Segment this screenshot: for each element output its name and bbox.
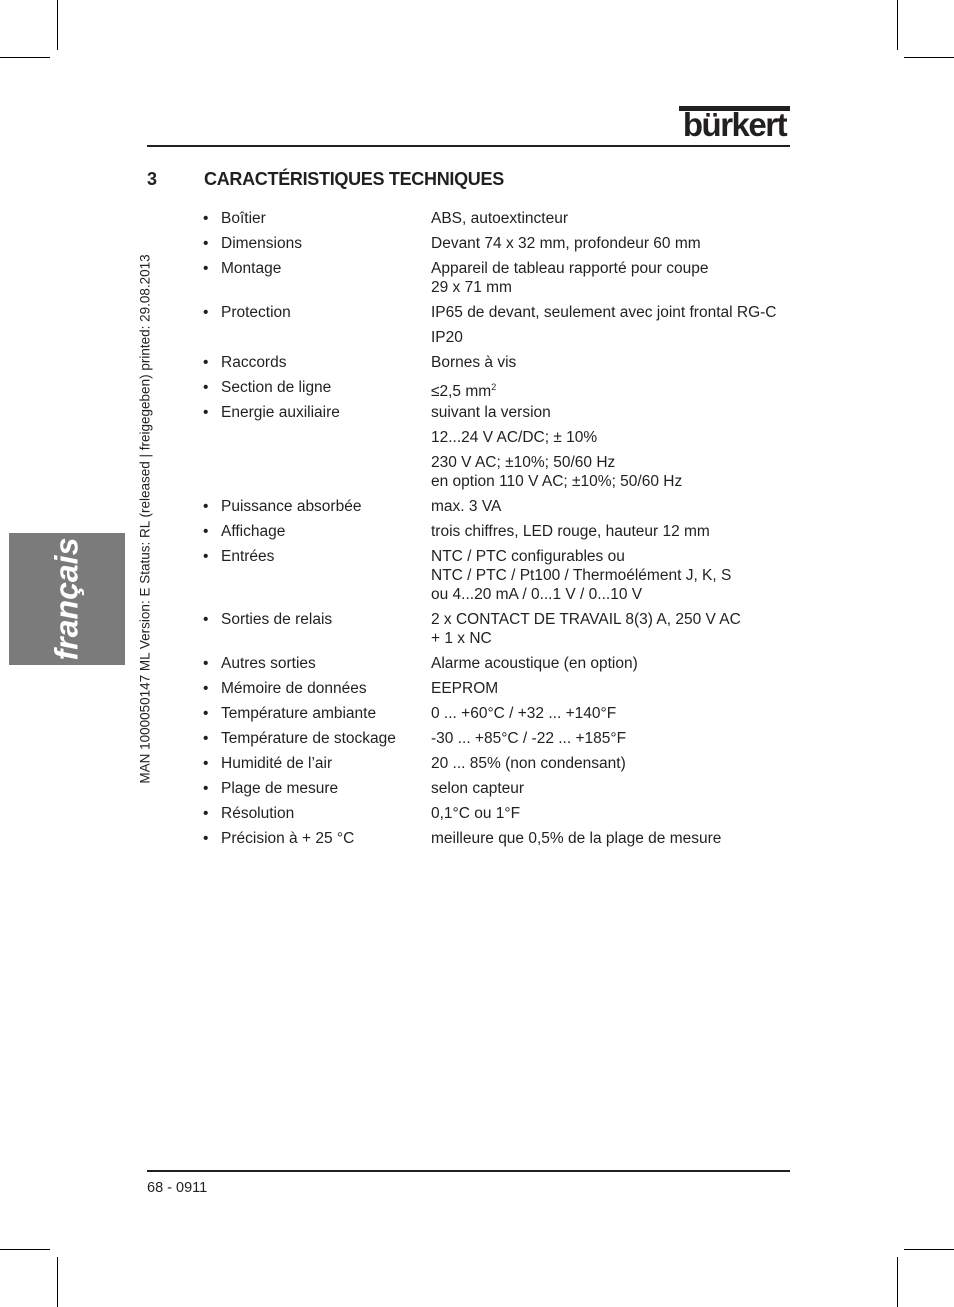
spec-value: ABS, autoextincteur xyxy=(431,210,568,227)
spec-value: NTC / PTC configurables ou xyxy=(431,548,625,565)
spec-value: IP20 xyxy=(431,329,463,346)
bullet: • xyxy=(203,498,209,515)
spec-value: Alarme acoustique (en option) xyxy=(431,655,638,672)
spec-value: 0 ... +60°C / +32 ... +140°F xyxy=(431,705,617,722)
spec-label: Dimensions xyxy=(221,235,302,252)
spec-label: Mémoire de données xyxy=(221,680,367,697)
bullet: • xyxy=(203,805,209,822)
spec-value: meilleure que 0,5% de la plage de mesure xyxy=(431,830,722,847)
spec-value: en option 110 V AC; ±10%; 50/60 Hz xyxy=(431,473,683,490)
bullet: • xyxy=(203,830,209,847)
bullet: • xyxy=(203,705,209,722)
spec-value xyxy=(431,378,496,401)
spec-value: max. 3 VA xyxy=(431,498,502,515)
footer-rule xyxy=(147,1170,790,1172)
spec-value: 29 x 71 mm xyxy=(431,279,512,296)
spec-value: trois chiffres, LED rouge, hauteur 12 mm xyxy=(431,523,710,540)
bullet: • xyxy=(203,523,209,540)
spec-label: Humidité de l’air xyxy=(221,755,333,772)
spec-label: Section de ligne xyxy=(221,379,332,396)
spec-label: Sorties de relais xyxy=(221,611,333,628)
spec-value: 12...24 V AC/DC; ± 10% xyxy=(431,429,598,446)
spec-label: Précision à + 25 °C xyxy=(221,830,355,847)
bullet: • xyxy=(203,379,209,396)
bullet: • xyxy=(203,730,209,747)
spec-value: NTC / PTC / Pt100 / Thermoélément J, K, S xyxy=(431,567,732,584)
logo-text: bürkert xyxy=(682,106,787,143)
spec-label: Energie auxiliaire xyxy=(221,404,340,421)
spec-value: ou 4...20 mA / 0...1 V / 0...10 V xyxy=(431,586,643,603)
document-meta: MAN 1000050147 ML Version: E Status: RL (released | freigegeben) printed: 29.08.2013 xyxy=(137,254,153,784)
spec-label: Montage xyxy=(221,260,282,277)
spec-label: Entrées xyxy=(221,548,275,565)
bullet: • xyxy=(203,548,209,565)
spec-value: selon capteur xyxy=(431,780,525,797)
spec-value-text: ≤2,5 mm xyxy=(431,383,492,400)
spec-label: Température de stockage xyxy=(221,730,396,747)
section-title: CARACTÉRISTIQUES TECHNIQUES xyxy=(204,169,504,189)
spec-label: Puissance absorbée xyxy=(221,498,362,515)
bullet: • xyxy=(203,260,209,277)
section-number: 3 xyxy=(147,169,158,189)
bullet: • xyxy=(203,304,209,321)
spec-label: Température ambiante xyxy=(221,705,377,722)
language-tab-label: français xyxy=(48,537,85,661)
bullet: • xyxy=(203,680,209,697)
spec-label: Résolution xyxy=(221,805,295,822)
spec-value: -30 ... +85°C / -22 ... +185°F xyxy=(431,730,627,747)
bullet: • xyxy=(203,611,209,628)
bullet: • xyxy=(203,755,209,772)
spec-value: + 1 x NC xyxy=(431,630,492,647)
spec-value: Bornes à vis xyxy=(431,354,517,371)
spec-value: suivant la version xyxy=(431,404,551,421)
page-number: 68 - 0911 xyxy=(147,1180,208,1196)
spec-value: IP65 de devant, seulement avec joint frontal RG-C xyxy=(431,304,777,321)
superscript: 2 xyxy=(491,382,497,392)
spec-value: 230 V AC; ±10%; 50/60 Hz xyxy=(431,454,616,471)
spec-label: Autres sorties xyxy=(221,655,316,672)
spec-value: 2 x CONTACT DE TRAVAIL 8(3) A, 250 V AC xyxy=(431,611,741,628)
spec-label: Plage de mesure xyxy=(221,780,339,797)
bullet: • xyxy=(203,354,209,371)
spec-value: Appareil de tableau rapporté pour coupe xyxy=(431,260,709,277)
bullet: • xyxy=(203,780,209,797)
spec-value: 0,1°C ou 1°F xyxy=(431,805,521,822)
spec-value: 20 ... 85% (non condensant) xyxy=(431,755,626,772)
spec-label: Raccords xyxy=(221,354,287,371)
bullet: • xyxy=(203,404,209,421)
spec-value: Devant 74 x 32 mm, profondeur 60 mm xyxy=(431,235,701,252)
bullet: • xyxy=(203,655,209,672)
spec-label: Affichage xyxy=(221,523,286,540)
spec-value: EEPROM xyxy=(431,680,499,697)
spec-label: Protection xyxy=(221,304,291,321)
bullet: • xyxy=(203,210,209,227)
bullet: • xyxy=(203,235,209,252)
spec-label: Boîtier xyxy=(221,210,266,227)
